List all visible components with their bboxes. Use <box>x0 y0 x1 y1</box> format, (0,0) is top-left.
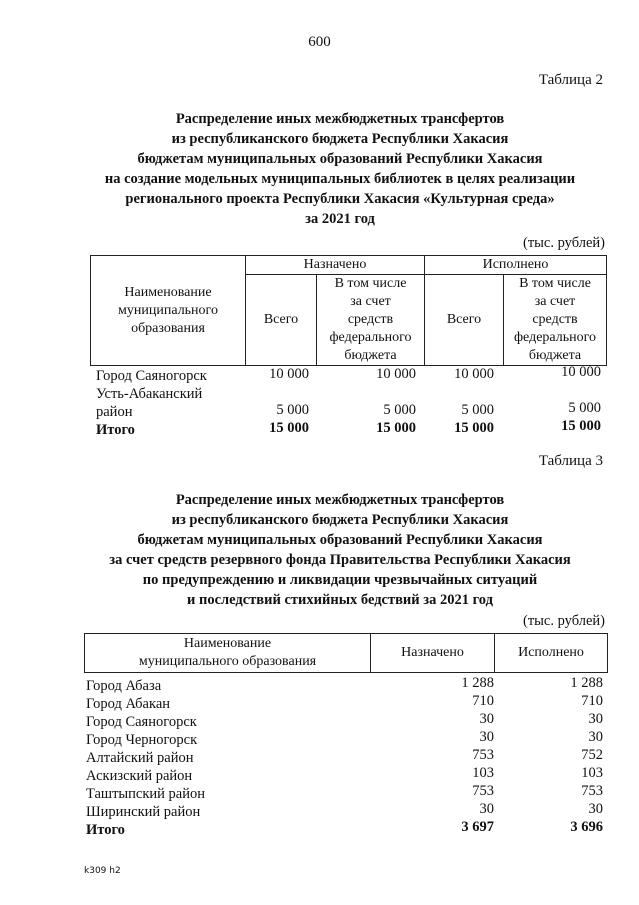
cell-assigned: 103 <box>472 765 494 781</box>
table2-title-line: бюджетам муниципальных образований Республики Хакасия <box>137 151 543 167</box>
header-name-line: образования <box>131 320 205 336</box>
table2-header <box>90 255 607 366</box>
cell-executed: 753 <box>581 783 603 799</box>
header-federal-line: В том числе <box>334 276 407 291</box>
table3-label: Таблица 3 <box>538 453 603 469</box>
table2-label: Таблица 2 <box>538 72 603 88</box>
table2-title-line: на создание модельных муниципальных библиотек в целях реализации <box>104 171 576 187</box>
row-name: Город Саяногорск <box>96 368 207 384</box>
header-federal-line: бюджета <box>344 348 397 363</box>
table2-title <box>60 109 620 229</box>
cell-executed-federal: 10 000 <box>561 364 601 380</box>
page-number: 600 <box>308 34 331 50</box>
cell-executed-total: 5 000 <box>461 402 494 418</box>
table3-unit: (тыс. рублей) <box>523 613 605 629</box>
cell-assigned: 753 <box>472 783 494 799</box>
header-assigned-total: Всего <box>246 275 317 366</box>
row-name: Аскизский район <box>86 768 193 784</box>
cell-executed-total: 10 000 <box>454 366 494 382</box>
cell-executed: 3 696 <box>570 819 603 835</box>
cell-executed-federal: 5 000 <box>568 400 601 416</box>
cell-assigned: 753 <box>472 747 494 763</box>
header-assigned: Назначено <box>246 256 425 275</box>
header-executed-total: Всего <box>425 275 504 366</box>
cell-assigned: 1 288 <box>461 675 494 691</box>
row-name: Город Черногорск <box>86 732 198 748</box>
row-name: Ширинский район <box>86 804 201 820</box>
cell-executed: 30 <box>588 801 603 817</box>
table3-title <box>60 490 620 610</box>
table2-unit: (тыс. рублей) <box>523 235 605 251</box>
cell-executed: 752 <box>581 747 603 763</box>
header-federal-line: федерального <box>513 330 597 345</box>
header-federal-line: В том числе <box>519 276 591 291</box>
header-executed-federal <box>504 275 607 366</box>
cell-executed: 30 <box>588 729 603 745</box>
header-executed: Исполнено <box>495 634 608 673</box>
row-name: Итого <box>86 822 125 838</box>
cell-assigned-federal: 15 000 <box>376 420 416 436</box>
cell-executed-federal: 15 000 <box>561 418 601 434</box>
table3-title-line: и последствий стихийных бедствий за 2021 год <box>187 592 493 608</box>
cell-assigned-federal: 5 000 <box>383 402 416 418</box>
row-name: Алтайский район <box>86 750 194 766</box>
header-assigned: Назначено <box>371 634 495 673</box>
header-federal-line: средств <box>347 312 394 327</box>
row-name: Город Саяногорск <box>86 714 197 730</box>
cell-assigned: 30 <box>479 711 494 727</box>
cell-executed: 30 <box>588 711 603 727</box>
cell-assigned: 710 <box>472 693 494 709</box>
header-federal-line: федерального <box>329 330 412 345</box>
table3-title-line: бюджетам муниципальных образований Республики Хакасия <box>137 532 543 548</box>
row-name: Город Абакан <box>86 696 171 712</box>
header-federal-line: за счет <box>350 294 391 309</box>
footer-code: k309 h2 <box>84 866 121 876</box>
row-name: район <box>96 404 133 420</box>
table2-title-line: за 2021 год <box>305 211 375 227</box>
cell-assigned-total: 15 000 <box>269 420 309 436</box>
cell-executed-total: 15 000 <box>454 420 494 436</box>
table3-title-line: по предупреждению и ликвидации чрезвычайных ситуаций <box>142 572 538 588</box>
table3-title-line: из республиканского бюджета Республики Хакасия <box>171 512 509 528</box>
header-name-line: муниципального образования <box>138 654 317 669</box>
table3-title-line: за счет средств резервного фонда Правительства Республики Хакасия <box>109 552 571 568</box>
header-assigned-federal <box>317 275 425 366</box>
header-name-cell <box>85 634 371 673</box>
cell-executed: 103 <box>581 765 603 781</box>
header-federal-line: средств <box>532 312 578 327</box>
header-federal-line: бюджета <box>528 348 582 363</box>
cell-assigned-federal: 10 000 <box>376 366 416 382</box>
cell-assigned-total: 5 000 <box>276 402 309 418</box>
table3-header <box>84 633 608 673</box>
header-name-line: муниципального <box>118 302 218 318</box>
header-name-line: Наименование <box>183 636 272 651</box>
row-name: Итого <box>96 422 135 438</box>
header-name-line: Наименование <box>124 284 212 300</box>
header-name-cell <box>91 256 246 366</box>
table2-title-line: регионального проекта Республики Хакасия «Культурная среда» <box>125 191 555 207</box>
cell-executed: 710 <box>581 693 603 709</box>
cell-assigned: 3 697 <box>461 819 494 835</box>
cell-assigned-total: 10 000 <box>269 366 309 382</box>
cell-assigned: 30 <box>479 729 494 745</box>
header-federal-line: за счет <box>534 294 576 309</box>
header-executed: Исполнено <box>425 256 607 275</box>
row-name: Город Абаза <box>86 678 162 694</box>
cell-assigned: 30 <box>479 801 494 817</box>
row-name: Усть-Абаканский <box>96 386 203 402</box>
table2-title-line: Распределение иных межбюджетных трансфертов <box>175 111 505 127</box>
table3-title-line: Распределение иных межбюджетных трансфертов <box>175 492 505 508</box>
cell-executed: 1 288 <box>570 675 603 691</box>
table2-title-line: из республиканского бюджета Республики Хакасия <box>171 131 509 147</box>
row-name: Таштыпский район <box>86 786 206 802</box>
